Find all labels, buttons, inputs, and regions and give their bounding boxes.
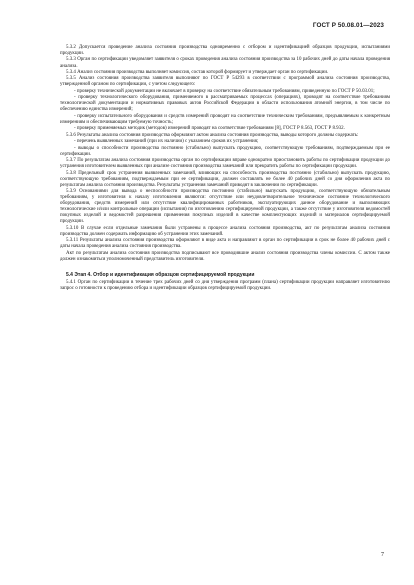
list-item-tech-equipment: - проверку технологического оборудования, применяемого в рассматриваемых процессах (операциях), проводят на соответствие требованиям технологической документации и нормативных правовых актов Российской Федерации в области использования атомной энергии, в том числе по обеспечению единства измерений; xyxy=(60,95,390,113)
paragraph-5-3-4: 5.3.4 Анализ состояния производства выполняет комиссия, состав которой формирует и утверждает орган по сертификации. xyxy=(66,69,329,75)
list-item-methods: - проверку применяемых методик (методов) измерений проводят на соответствие требованиям [8], ГОСТ Р 8.563, ГОСТ Р 8.932. xyxy=(74,126,345,132)
paragraph-5-3-10: 5.3.10 В случае если отдельные замечания были устранены в процессе анализа состояния производства, акт по результатам анализа состояния производства должен содержать информацию об устранении этих замечаний. xyxy=(60,225,390,237)
list-item-test-equipment: - проверку испытательного оборудования и средств измерений проводят на соответствие техническим требованиям, предъявляемым к конкретным измерениям и обеспечивающим требуемую точность; xyxy=(60,113,390,125)
paragraph-5-4-1: 5.4.1 Орган по сертификации в течение трех рабочих дней со дня утверждения программ (плана) сертификации продукции направляет изготовителю запрос о готовности к проведению отбора и идентификации образцов сертифицируемой продукции. xyxy=(60,279,390,291)
paragraph-5-3-11: 5.3.11 Результаты анализа состояния производства оформляют в виде акта и направляют в орган по сертификации в срок не более 40 рабочих дней с даты начала проведения анализа состояния производства. xyxy=(60,238,390,250)
paragraph-5-3-3: 5.3.3 Орган по сертификации уведомляет заявителя о сроках проведения анализа состояния производства за 10 рабочих дней до даты начала проведения анализа. xyxy=(60,57,390,69)
paragraph-5-3-8: 5.3.8 Предельный срок устранения выявленных замечаний, влияющих на способность производства постоянно (стабильно) выпускать продукцию, соответствующую требованиям, подтверждаемым при ее сертификации, должен составлять не более 40 рабочих дней со дня оформления акта по результатам анализа состояния производства. Результаты устранения замечаний приводят в заключении по сертификации. xyxy=(60,170,390,188)
page-number: 7 xyxy=(381,552,384,558)
paragraph-5-3-5: 5.3.5 Анализ состояния производства заявителя выполняют по ГОСТ Р 54293 в соответствии с программой анализа состояния производства, утвержденной органом по сертификации, с учетом следующего: xyxy=(60,76,390,88)
paragraph-5-3-6: 5.3.6 Результаты анализа состояния производства оформляют актом анализа состояния производства, выводы которого должны содержать: xyxy=(66,132,359,138)
section-heading-5-4: 5.4 Этап 4. Отбор и идентификация образцов сертифицируемой продукции xyxy=(66,271,255,278)
document-body xyxy=(60,45,390,292)
paragraph-5-3-9: 5.3.9 Основаниями для вывода о неспособности производства постоянно (стабильно) выпускать продукцию, соответствующую обязательным требованиям, у изготовителя к началу изготовления являются: отсутствие или неудовлетворительное техническое состояние технологического оборудования, средств измерений или отсутствие квалифицированных работников, эксплуатирующих данное оборудование и выполняющих технологические и/или контрольные операции (испытания) по изготовлению сертифицируемой продукции, а также отсутствие у изготовителя ведомостей покупных изделий и ведомостей разрешения применения покупных изделий в качестве комплектующих изделий и материалов сертифицируемой продукции. xyxy=(60,189,390,225)
paragraph-act-signing: Акт по результатам анализа состояния производства подписывают все проводившие анализ состояния производства члены комиссии. С актом также должен ознакомиться уполномоченный представитель изготовителя. xyxy=(60,250,390,262)
list-item-conclusions: - выводы о способности производства постоянно (стабильно) выпускать продукцию, соответствующую требованиям, подтверждаемым при ее сертификации. xyxy=(60,145,390,157)
list-item-technical-docs: - проверку технической документации не включает в проверку на соответствие обязательным требованиям, приведенную по ГОСТ Р 50.03.01; xyxy=(74,88,375,94)
list-item-remarks: - перечень выявленных замечаний (при их наличии) с указанием сроков их устранения; xyxy=(74,139,259,145)
paragraph-5-3-2: 5.3.2 Допускается проведение анализа состояния производства одновременно с отбором и идентификацией образцов продукции, испытаниями продукции. xyxy=(60,45,390,57)
paragraph-5-3-7: 5.3.7 По результатам анализа состояния производства орган по сертификации вправе однократно приостановить работы по сертификации продукции до устранения изготовителем выявленных при анализе состояния производства замечаний или прекратить работы по сертификации продукции. xyxy=(60,158,390,170)
document-code-header: ГОСТ Р 50.08.01—2023 xyxy=(312,22,384,29)
